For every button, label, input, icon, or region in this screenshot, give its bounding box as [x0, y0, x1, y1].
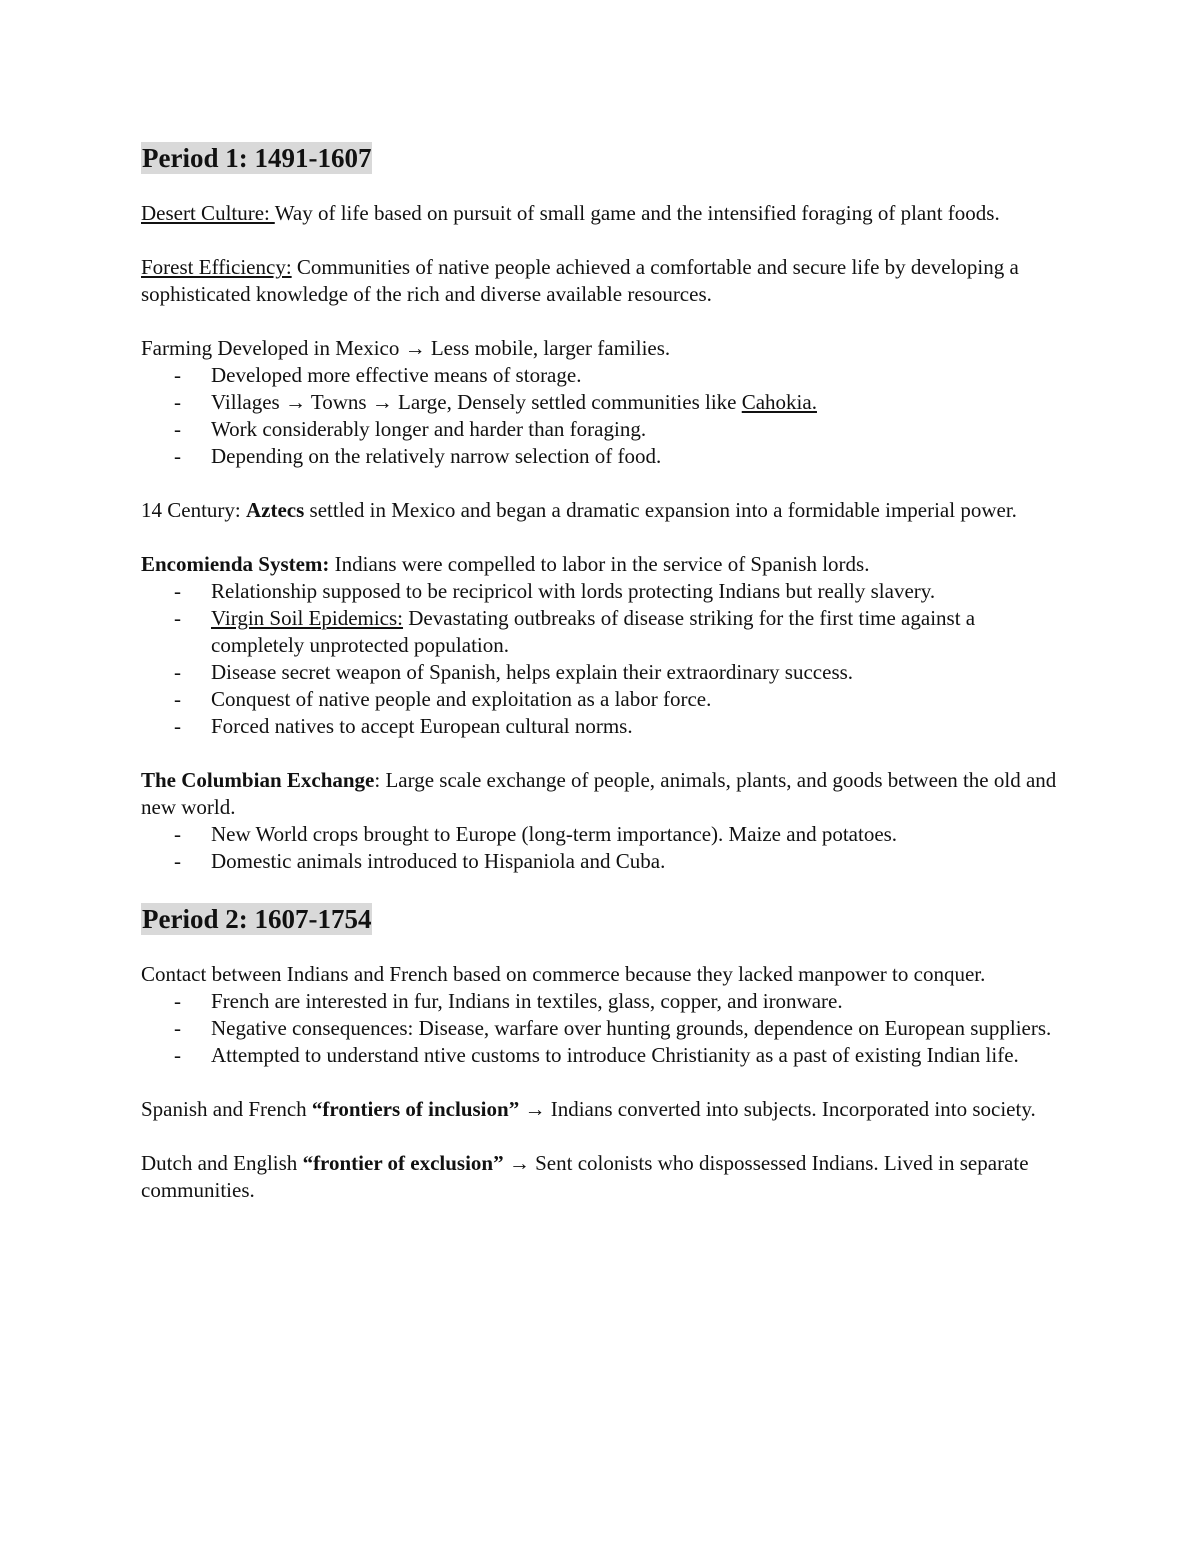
bullet-dash: -	[174, 714, 181, 738]
bullet-dash: -	[174, 1016, 181, 1040]
forest-efficiency-paragraph	[141, 254, 1061, 308]
period-2-heading: Period 2: 1607-1754	[142, 904, 372, 934]
list-item: - Forced natives to accept European cultural norms.	[174, 714, 633, 738]
list-item: - New World crops brought to Europe (long-term importance). Maize and potatoes.	[174, 822, 898, 846]
bullet-dash: -	[174, 417, 181, 441]
list-item: - Attempted to understand ntive customs to introduce Christianity as a past of existing Indian life.	[174, 1043, 1019, 1067]
list-item: - Virgin Soil Epidemics: Devastating outbreaks of disease striking for the first time against a completely unprotected population.	[174, 606, 976, 657]
bullet-dash: -	[174, 444, 181, 468]
frontiers-inclusion-paragraph: Spanish and French “frontiers of inclusion” → Indians converted into subjects. Incorporated into society.	[141, 1097, 1036, 1121]
list-item: - Developed more effective means of storage.	[174, 363, 582, 387]
aztecs-paragraph: 14 Century: Aztecs settled in Mexico and began a dramatic expansion into a formidable imperial power.	[141, 498, 1017, 522]
list-item: - Conquest of native people and exploitation as a labor force.	[174, 687, 712, 711]
period-1-heading: Period 1: 1491-1607	[142, 143, 372, 173]
bullet-dash: -	[174, 579, 181, 603]
bullet-dash: -	[174, 363, 181, 387]
farming-list	[141, 362, 1061, 470]
farming-paragraph: Farming Developed in Mexico → Less mobile, larger families.	[141, 336, 671, 360]
columbian-exchange-list	[141, 821, 1061, 875]
frontier-exclusion-paragraph: Dutch and English “frontier of exclusion” → Sent colonists who dispossessed Indians. Lived in separate communities.	[141, 1151, 1029, 1202]
bullet-dash: -	[174, 390, 181, 414]
forest-efficiency-text: Communities of native people achieved a comfortable and secure life by developing a sophisticated knowledge of the rich and diverse available resources.	[141, 255, 1019, 306]
list-item: - Disease secret weapon of Spanish, helps explain their extraordinary success.	[174, 660, 854, 684]
french-contact-paragraph: Contact between Indians and French based on commerce because they lacked manpower to conquer.	[141, 962, 986, 986]
document-page	[141, 138, 1061, 1204]
bullet-dash: -	[174, 989, 181, 1013]
columbian-exchange-paragraph: The Columbian Exchange: Large scale exchange of people, animals, plants, and goods between the old and new world.	[141, 768, 1057, 819]
list-item: - Villages → Towns → Large, Densely settled communities like Cahokia.	[174, 390, 817, 414]
forest-efficiency-term: Forest Efficiency:	[141, 255, 292, 279]
list-item: - Domestic animals introduced to Hispaniola and Cuba.	[174, 849, 666, 873]
list-item: - French are interested in fur, Indians in textiles, glass, copper, and ironware.	[174, 989, 843, 1013]
frontier-exclusion-term: “frontier of exclusion”	[302, 1151, 504, 1175]
bullet-dash: -	[174, 822, 181, 846]
encomienda-list	[141, 578, 1061, 740]
cahokia-link-text: Cahokia.	[741, 390, 817, 414]
encomienda-term: Encomienda System:	[141, 552, 330, 576]
bullet-dash: -	[174, 687, 181, 711]
list-item: - Work considerably longer and harder than foraging.	[174, 417, 647, 441]
bullet-dash: -	[174, 606, 181, 630]
desert-culture-term: Desert Culture:	[141, 201, 275, 225]
bullet-dash: -	[174, 849, 181, 873]
virgin-soil-term: Virgin Soil Epidemics:	[211, 606, 404, 630]
encomienda-paragraph: Encomienda System: Indians were compelled to labor in the service of Spanish lords.	[141, 552, 870, 576]
list-item: - Depending on the relatively narrow selection of food.	[174, 444, 662, 468]
desert-culture-paragraph	[141, 200, 1061, 227]
aztecs-term: Aztecs	[246, 498, 305, 522]
bullet-dash: -	[174, 660, 181, 684]
list-item: - Relationship supposed to be recipricol with lords protecting Indians but really slavery.	[174, 579, 936, 603]
columbian-exchange-term: The Columbian Exchange	[141, 768, 375, 792]
frontiers-inclusion-term: “frontiers of inclusion”	[311, 1097, 520, 1121]
desert-culture-text: Way of life based on pursuit of small game and the intensified foraging of plant foods.	[274, 201, 1000, 225]
bullet-dash: -	[174, 1043, 181, 1067]
french-contact-list	[141, 988, 1061, 1069]
list-item: - Negative consequences: Disease, warfare over hunting grounds, dependence on European suppliers.	[174, 1016, 1052, 1040]
